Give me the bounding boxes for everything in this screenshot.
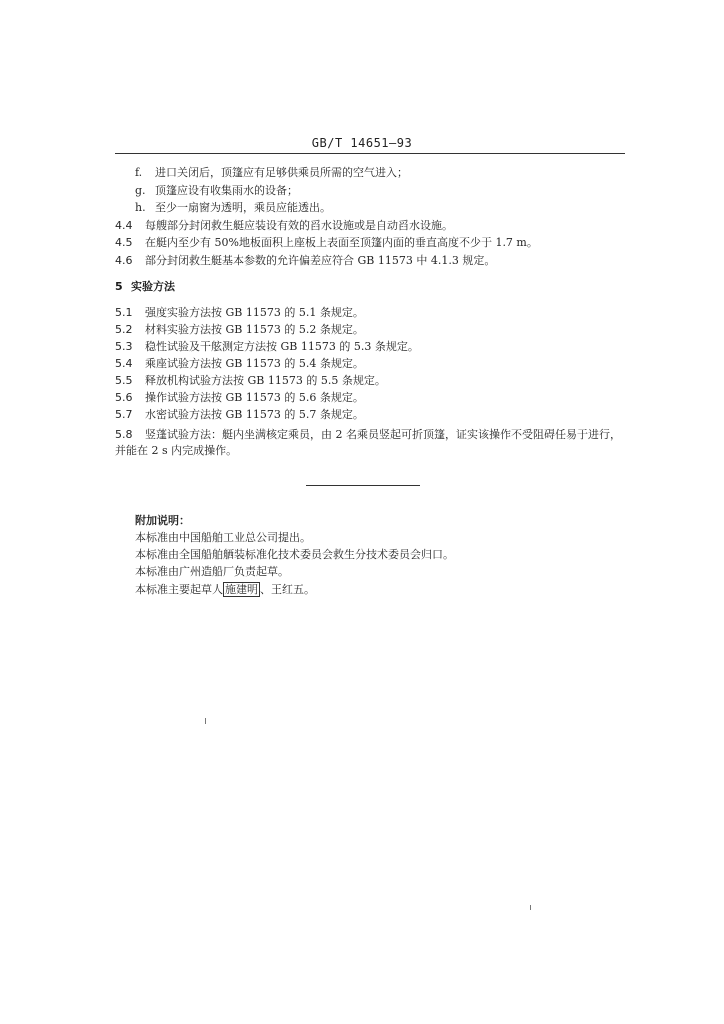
clause-text: 乘座试验方法按 GB 11573 的 5.4 条规定。 bbox=[145, 357, 364, 370]
clause-5-8 bbox=[115, 428, 621, 442]
drafter-boxed-name: 施建明 bbox=[225, 583, 258, 596]
clause-text: 水密试验方法按 GB 11573 的 5.7 条规定。 bbox=[145, 408, 364, 421]
clause-text: 每艘部分封闭救生艇应装设有效的舀水设施或是自动舀水设施。 bbox=[145, 219, 453, 232]
clause-text: 材料实验方法按 GB 11573 的 5.2 条规定。 bbox=[145, 323, 364, 336]
clause-4-6 bbox=[115, 254, 495, 268]
clause-number: 5.8 bbox=[115, 428, 133, 441]
clause-text: 部分封闭救生艇基本参数的允许偏差应符合 GB 11573 中 4.1.3 规定。 bbox=[145, 254, 496, 267]
clause-text: 在艇内至少有 50%地板面积上座板上表面至顶篷内面的垂直高度不少于 1.7 m。 bbox=[145, 236, 538, 249]
clause-5-8-continuation: 并能在 2 s 内完成操作。 bbox=[115, 444, 238, 457]
scan-speck bbox=[530, 905, 531, 910]
clause-text: 释放机构试验方法按 GB 11573 的 5.5 条规定。 bbox=[145, 374, 386, 387]
clause-text: 操作试验方法按 GB 11573 的 5.6 条规定。 bbox=[145, 391, 364, 404]
drafters-prefix: 本标准主要起草人 bbox=[135, 583, 223, 596]
clause-h bbox=[135, 201, 331, 215]
clause-5-5 bbox=[115, 374, 386, 388]
clause-5-7 bbox=[115, 408, 364, 422]
clause-number: 5.4 bbox=[115, 357, 133, 370]
clause-5-3 bbox=[115, 340, 419, 354]
section-5-title bbox=[115, 280, 175, 294]
clause-text: 进口关闭后，顶篷应有足够供乘员所需的空气进入； bbox=[155, 166, 408, 179]
clause-5-6 bbox=[115, 391, 364, 405]
clause-number: 5.6 bbox=[115, 391, 133, 404]
clause-label: h. bbox=[135, 201, 146, 214]
appendix-drafters bbox=[135, 583, 315, 597]
clause-text: 强度实验方法按 GB 11573 的 5.1 条规定。 bbox=[145, 306, 364, 319]
appendix-line-3: 本标准由广州造船厂负责起草。 bbox=[135, 565, 289, 578]
page-header: GB/T 14651—93 bbox=[311, 136, 413, 150]
section-title-text: 实验方法 bbox=[131, 280, 175, 293]
clause-number: 4.4 bbox=[115, 219, 133, 232]
clause-5-2 bbox=[115, 323, 364, 337]
clause-4-5 bbox=[115, 236, 538, 250]
clause-number: 5.2 bbox=[115, 323, 133, 336]
clause-label: f. bbox=[135, 166, 143, 179]
clause-5-4 bbox=[115, 357, 364, 371]
appendix-line-1: 本标准由中国船舶工业总公司提出。 bbox=[135, 531, 311, 544]
clause-number: 5.3 bbox=[115, 340, 133, 353]
appendix-heading: 附加说明： bbox=[135, 514, 190, 527]
clause-number: 5.1 bbox=[115, 306, 133, 319]
clause-number: 4.5 bbox=[115, 236, 133, 249]
end-rule bbox=[306, 485, 420, 486]
clause-text: 稳性试验及干舷测定方法按 GB 11573 的 5.3 条规定。 bbox=[145, 340, 419, 353]
header-rule bbox=[115, 153, 625, 154]
clause-number: 5.7 bbox=[115, 408, 133, 421]
clause-g bbox=[135, 184, 298, 198]
clause-number: 5.5 bbox=[115, 374, 133, 387]
clause-text: 竖蓬试验方法：艇内坐满核定乘员，由 2 名乘员竖起可折顶篷，证实该操作不受阻碍任易于进行， bbox=[145, 428, 621, 441]
clause-text: 顶篷应设有收集雨水的设备； bbox=[155, 184, 298, 197]
section-number: 5 bbox=[115, 280, 123, 293]
clause-label: g. bbox=[135, 184, 146, 197]
appendix-line-2: 本标准由全国船舶舾装标准化技术委员会救生分技术委员会归口。 bbox=[135, 548, 454, 561]
clause-text: 至少一扇窗为透明，乘员应能透出。 bbox=[155, 201, 331, 214]
clause-5-1 bbox=[115, 306, 364, 320]
scan-speck bbox=[205, 718, 206, 724]
clause-4-4 bbox=[115, 219, 453, 233]
clause-number: 4.6 bbox=[115, 254, 133, 267]
drafters-suffix: 、王红五。 bbox=[260, 583, 315, 596]
clause-f bbox=[135, 166, 408, 180]
